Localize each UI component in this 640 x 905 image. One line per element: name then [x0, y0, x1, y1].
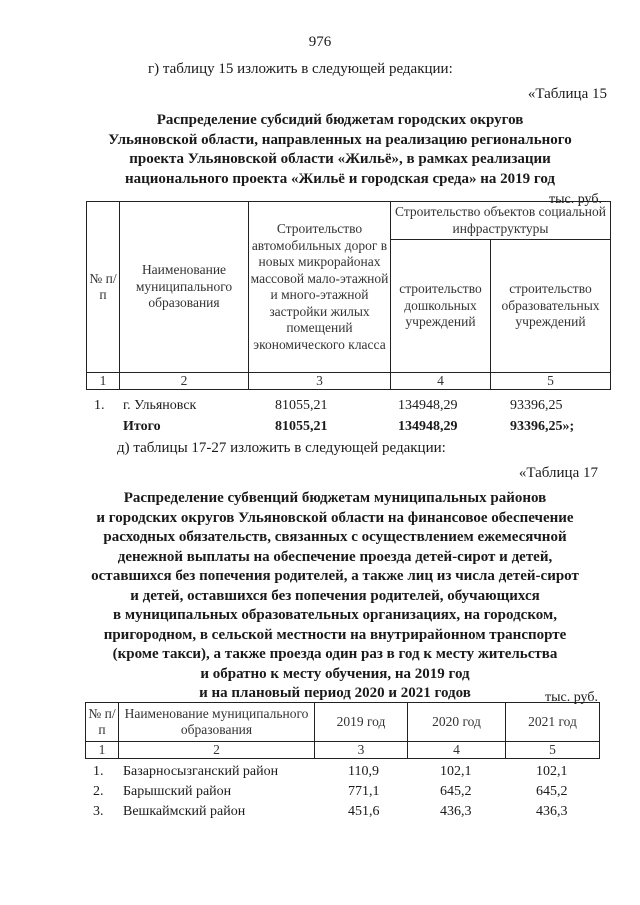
- row-num: 1.: [94, 398, 105, 413]
- row-value: 436,3: [440, 804, 472, 819]
- row-num: 2.: [93, 784, 104, 799]
- table-17-unit: тыс. руб.: [545, 690, 598, 705]
- header-preschool: строительство дошкольных учреждений: [391, 240, 491, 373]
- table-17: [85, 702, 600, 759]
- table-17-label: «Таблица 17: [518, 465, 598, 481]
- col-number: 2: [120, 373, 249, 390]
- table-15: [86, 201, 611, 390]
- row-name: Вешкаймский район: [123, 804, 246, 819]
- title-line: Распределение субсидий бюджетам городских округов: [156, 112, 524, 128]
- row-name: Барышский район: [123, 784, 232, 799]
- col-number: 3: [249, 373, 391, 390]
- row-name: Базарносызганский район: [123, 764, 279, 779]
- col-number: 4: [408, 742, 506, 759]
- col-number: 5: [491, 373, 611, 390]
- total-label: Итого: [123, 419, 161, 434]
- row-num: 3.: [93, 804, 104, 819]
- header-name: Наименование муниципального образования: [120, 202, 249, 373]
- title-line: и детей, оставшихся без попечения родителей, обучающихся: [130, 587, 540, 604]
- paragraph-g: г) таблицу 15 изложить в следующей редакции:: [148, 61, 453, 77]
- page-number: 976: [308, 34, 332, 50]
- title-line: в муниципальных образовательных организациях, на городском,: [113, 607, 557, 623]
- row-num: 1.: [93, 764, 104, 779]
- title-line: и обратно к месту обучения, на 2019 год: [200, 665, 470, 682]
- title-line: и на плановый период 2020 и 2021 годов: [199, 685, 471, 701]
- header-num: № п/п: [87, 202, 120, 373]
- header-school: строительство образовательных учреждений: [491, 240, 611, 373]
- table-17-title: [55, 489, 615, 704]
- header-num: № п/п: [86, 703, 119, 742]
- title-line: пригородном, в сельской местности на внутрирайонном транспорте: [103, 626, 567, 643]
- title-line: денежной выплаты на обеспечение проезда детей-сирот и детей,: [117, 548, 553, 565]
- col-number: 2: [119, 742, 315, 759]
- row-value: 102,1: [440, 764, 472, 779]
- title-line: проекта Ульяновской области «Жильё», в рамках реализации: [129, 151, 551, 167]
- table-row: [0, 804, 640, 824]
- title-line: Ульяновской области, направленных на реализацию регионального: [108, 131, 572, 148]
- row-value: 436,3: [536, 804, 568, 819]
- row-value: 110,9: [348, 764, 379, 779]
- table-row: [0, 784, 640, 804]
- row-value: 645,2: [536, 784, 568, 799]
- header-year: 2020 год: [408, 703, 506, 742]
- row-value: 93396,25: [510, 398, 563, 413]
- col-number: 1: [86, 742, 119, 759]
- col-number: 3: [315, 742, 408, 759]
- header-year: 2021 год: [506, 703, 600, 742]
- table-15-unit: тыс. руб.: [549, 192, 602, 207]
- header-social: Строительство объектов социальной инфраструктуры: [391, 202, 611, 240]
- header-roads: Строительство автомобильных дорог в новых микрорайонах массовой мало-этажной и много-этажной застройки жилых помещений экономического класса: [249, 202, 391, 373]
- total-value: 93396,25»;: [510, 419, 575, 434]
- row-name: г. Ульяновск: [123, 398, 197, 413]
- table-15-title: [70, 111, 610, 189]
- title-line: (кроме такси), а также проезда один раз в год к месту жительства: [112, 646, 558, 662]
- total-value: 134948,29: [398, 419, 458, 434]
- table-total-row: [0, 419, 640, 439]
- title-line: национального проекта «Жильё и городская среда» на 2019 год: [125, 170, 555, 187]
- title-line: расходных обязательств, связанных с осуществлением ежемесячной: [103, 529, 567, 545]
- title-line: и городских округов Ульяновской области на финансовое обеспечение: [96, 509, 574, 526]
- row-value: 451,6: [348, 804, 380, 819]
- paragraph-d: д) таблицы 17-27 изложить в следующей редакции:: [117, 440, 446, 456]
- title-line: Распределение субвенций бюджетам муниципальных районов: [123, 490, 547, 506]
- row-value: 645,2: [440, 784, 472, 799]
- table-15-label: «Таблица 15: [527, 86, 607, 102]
- table-row: [0, 764, 640, 784]
- col-number: 4: [391, 373, 491, 390]
- header-name: Наименование муниципального образования: [119, 703, 315, 742]
- row-value: 771,1: [348, 784, 380, 799]
- title-line: оставшихся без попечения родителей, а также лиц из числа детей-сирот: [91, 568, 579, 584]
- row-value: 81055,21: [275, 398, 328, 413]
- header-year: 2019 год: [315, 703, 408, 742]
- table-row: [0, 398, 640, 418]
- row-value: 102,1: [536, 764, 568, 779]
- total-value: 81055,21: [275, 419, 328, 434]
- col-number: 5: [506, 742, 600, 759]
- col-number: 1: [87, 373, 120, 390]
- row-value: 134948,29: [398, 398, 458, 413]
